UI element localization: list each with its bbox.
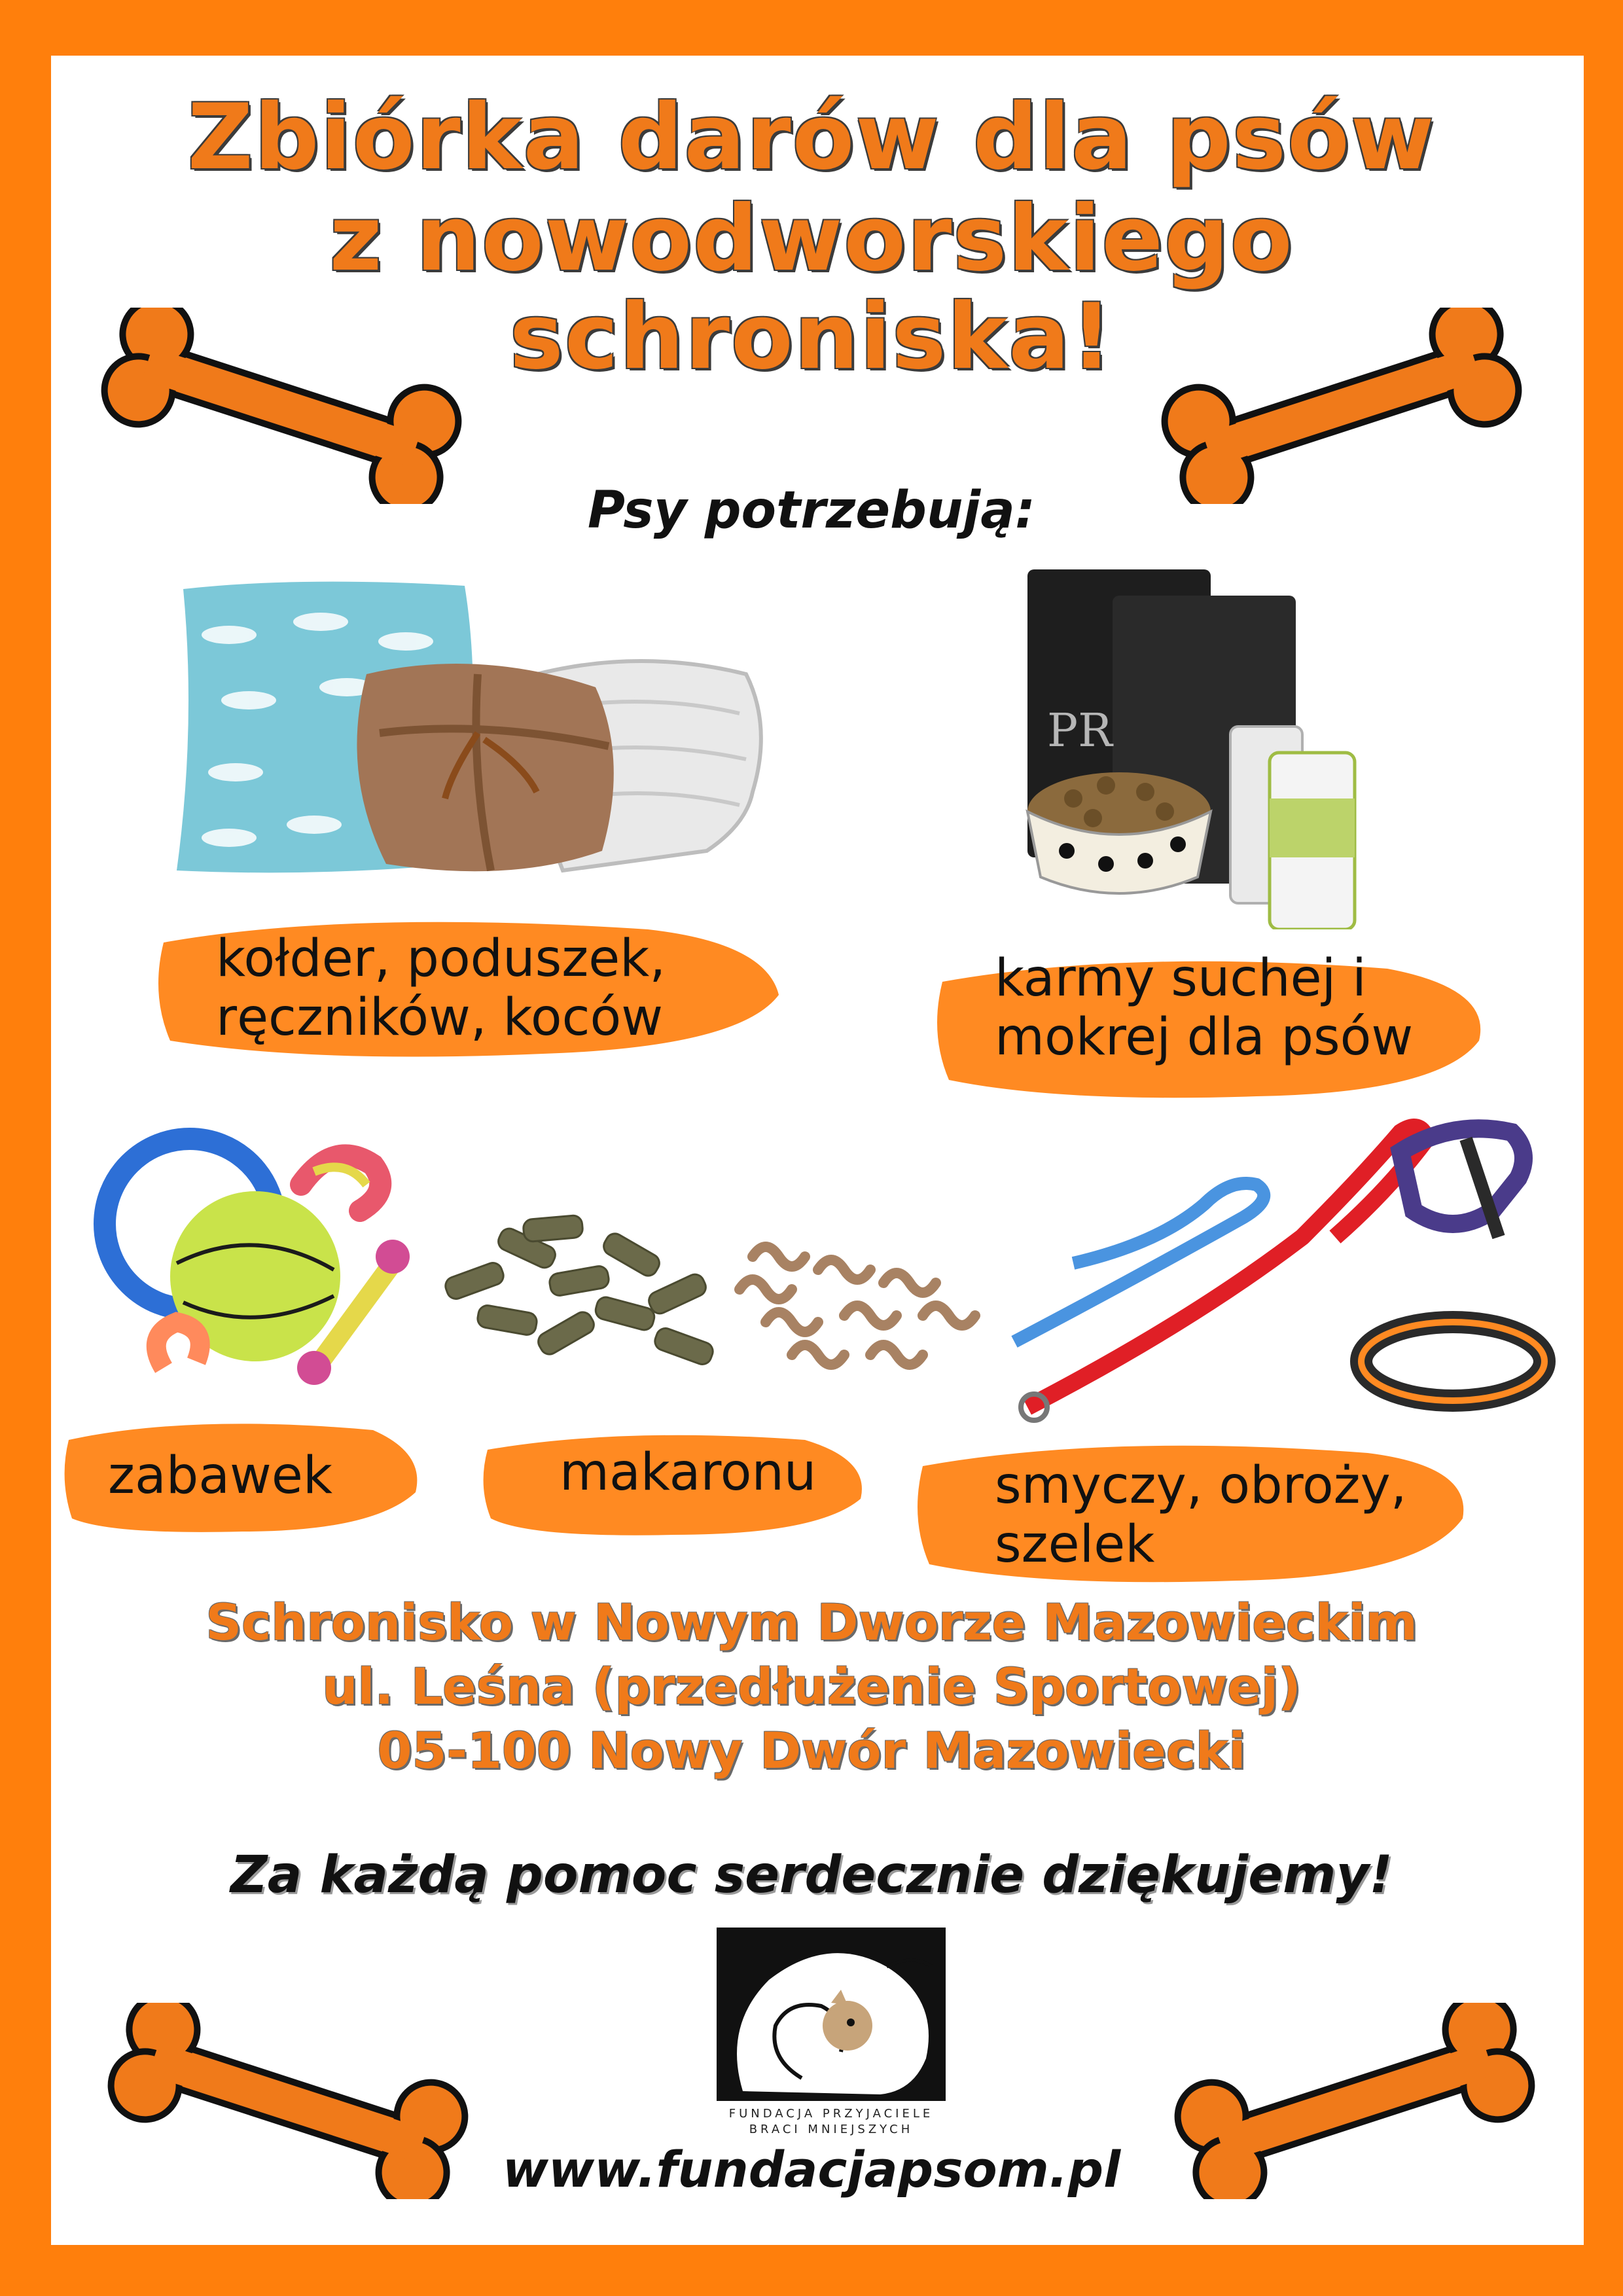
foundation-logo bbox=[717, 1928, 946, 2101]
svg-text:PR: PR bbox=[1047, 704, 1113, 757]
logo-caption-line: FUNDACJA PRZYJACIELE bbox=[728, 2107, 934, 2121]
item-label-line: ręczników, koców bbox=[216, 988, 663, 1047]
item-label-bedding bbox=[216, 929, 666, 1047]
item-label-line: smyczy, obroży, bbox=[995, 1456, 1407, 1515]
item-label-line: kołder, poduszek, bbox=[216, 929, 666, 988]
poster-title-line-2: z nowodworskiego bbox=[329, 186, 1294, 291]
website-link[interactable]: www.fundacjapsom.pl bbox=[502, 2140, 1121, 2198]
thanks-text: Za każdą pomoc serdecznie dziękujemy! bbox=[230, 1846, 1393, 1905]
address-line-1: Schronisko w Nowym Dworze Mazowieckim bbox=[205, 1593, 1418, 1651]
poster-title-line-3: schroniska! bbox=[509, 284, 1114, 389]
item-label-line: szelek bbox=[995, 1515, 1155, 1574]
item-label-line: makaronu bbox=[560, 1443, 817, 1502]
item-label-line: zabawek bbox=[108, 1446, 333, 1505]
leash-collar-illustration bbox=[995, 1106, 1571, 1446]
pasta-illustration bbox=[425, 1191, 1001, 1407]
bone-icon bbox=[79, 308, 484, 504]
item-label-line: karmy suchej i bbox=[995, 949, 1366, 1008]
item-label-toys bbox=[108, 1446, 332, 1505]
logo-caption-line: BRACI MNIEJSZYCH bbox=[749, 2123, 914, 2136]
dog-food-illustration bbox=[1008, 563, 1400, 929]
item-label-food bbox=[995, 949, 1413, 1067]
item-label-leashes bbox=[995, 1456, 1407, 1574]
pillow-blanket-illustration bbox=[170, 576, 772, 890]
address-line-3: 05-100 Nowy Dwór Mazowiecki bbox=[377, 1721, 1246, 1780]
toys-illustration bbox=[85, 1113, 425, 1401]
poster-title-line-1: Zbiórka darów dla psów bbox=[187, 84, 1436, 190]
needs-heading: Psy potrzebują: bbox=[587, 481, 1036, 540]
logo-caption bbox=[694, 2106, 969, 2138]
item-label-pasta bbox=[560, 1443, 816, 1502]
address-line-2: ul. Leśna (przedłużenie Sportowej) bbox=[322, 1657, 1301, 1715]
item-label-line: mokrej dla psów bbox=[995, 1008, 1414, 1067]
bone-icon bbox=[1139, 308, 1544, 504]
